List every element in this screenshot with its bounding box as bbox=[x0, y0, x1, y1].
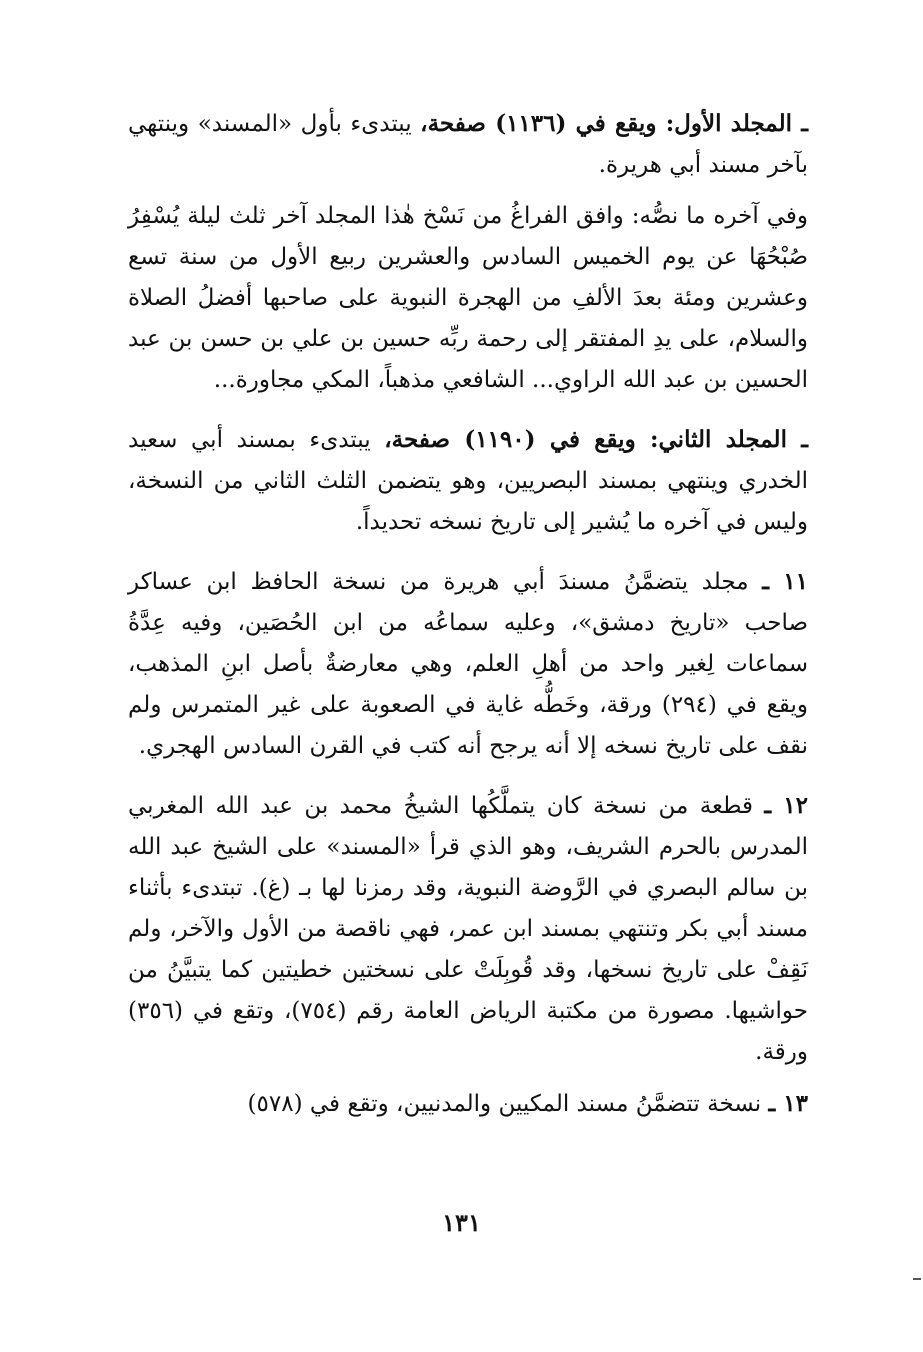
book-text bbox=[128, 103, 808, 1125]
item-13-text: نسخة تتضمَّنُ مسند المكيين والمدنيين، وتقع في (٥٧٨) bbox=[247, 1091, 769, 1117]
item-13-number: ١٣ ـ bbox=[768, 1090, 808, 1117]
paragraph-item-11 bbox=[128, 561, 808, 767]
page-number: ١٣١ bbox=[442, 1208, 481, 1237]
colophon-text: وفي آخره ما نصُّه: وافق الفراغُ من نَسْخ هٰذا المجلد آخر ثلث ليلة يُسْفِرُ صُبْحُهَا عن يوم الخميس السادس والعشرين ربيع الأول من سنة تسع وعشرين ومئة بعدَ الألفِ من الهجرة النبوية على صاحبها أفضلُ الصلاة والسلام، على يدِ المفتقر إلى رحمة ربِّه حسين بن علي بن حسن بن عبد الحسين بن عبد الله الراوي... الشافعي مذهباً، المكي مجاورة... bbox=[128, 203, 808, 393]
item-12-text: قطعة من نسخة كان يتملَّكُها الشيخُ محمد بن عبد الله المغربي المدرس بالحرم الشريف، وهو الذي قرأ «المسند» على الشيخ عبد الله بن سالم البصري في الرَّوضة النبوية، وقد رمزنا لها بـ (غ). تبتدىء بأثناء مسند أبي بكر وتنتهي بمسند ابن عمر، فهي ناقصة من الأول والآخر، ولم نَقِفْ على تاريخ نسخها، وقد قُوبِلَتْ على نسختين خطيتين كما يتبيَّنُ من حواشيها. مصورة من مكتبة الرياض العامة رقم (٧٥٤)، وتقع في (٣٥٦) ورقة. bbox=[128, 793, 808, 1065]
volume-one-heading: ـ المجلد الأول: ويقع في (١١٣٦) صفحة، bbox=[420, 110, 808, 137]
paragraph-volume-two bbox=[128, 419, 808, 543]
paragraph-volume-one bbox=[128, 103, 808, 186]
scan-edge-mark bbox=[913, 1278, 921, 1280]
item-11-number: ١١ ـ bbox=[762, 568, 809, 595]
volume-one-text: يبتدىء بأول «المسند» وينتهي بآخر مسند أبي هريرة. bbox=[128, 111, 808, 178]
volume-two-text: يبتدىء بمسند أبي سعيد الخدري وينتهي بمسند البصريين، وهو يتضمن الثلث الثاني من النسخة، وليس في آخره ما يُشير إلى تاريخ نسخه تحديداً. bbox=[128, 427, 808, 535]
paragraph-item-12 bbox=[128, 785, 808, 1073]
item-12-number: ١٢ ـ bbox=[764, 792, 808, 819]
paragraph-item-13 bbox=[128, 1083, 808, 1125]
paragraph-colophon bbox=[128, 196, 808, 401]
item-11-text: مجلد يتضمَّنُ مسندَ أبي هريرة من نسخة الحافظ ابن عساكر صاحب «تاريخ دمشق»، وعليه سماعُه من ابن الحُصَين، وفيه عِدَّةُ سماعات لِغير واحد من أهلِ العلم، وهي معارضةٌ بأصل ابنِ المذهب، ويقع في (٢٩٤) ورقة، وخَطُّه غاية في الصعوبة على غير المتمرس ولم نقف على تاريخ نسخه إلا أنه يرجح أنه كتب في القرن السادس الهجري. bbox=[128, 569, 808, 759]
volume-two-heading: ـ المجلد الثاني: ويقع في (١١٩٠) صفحة، bbox=[384, 426, 809, 453]
